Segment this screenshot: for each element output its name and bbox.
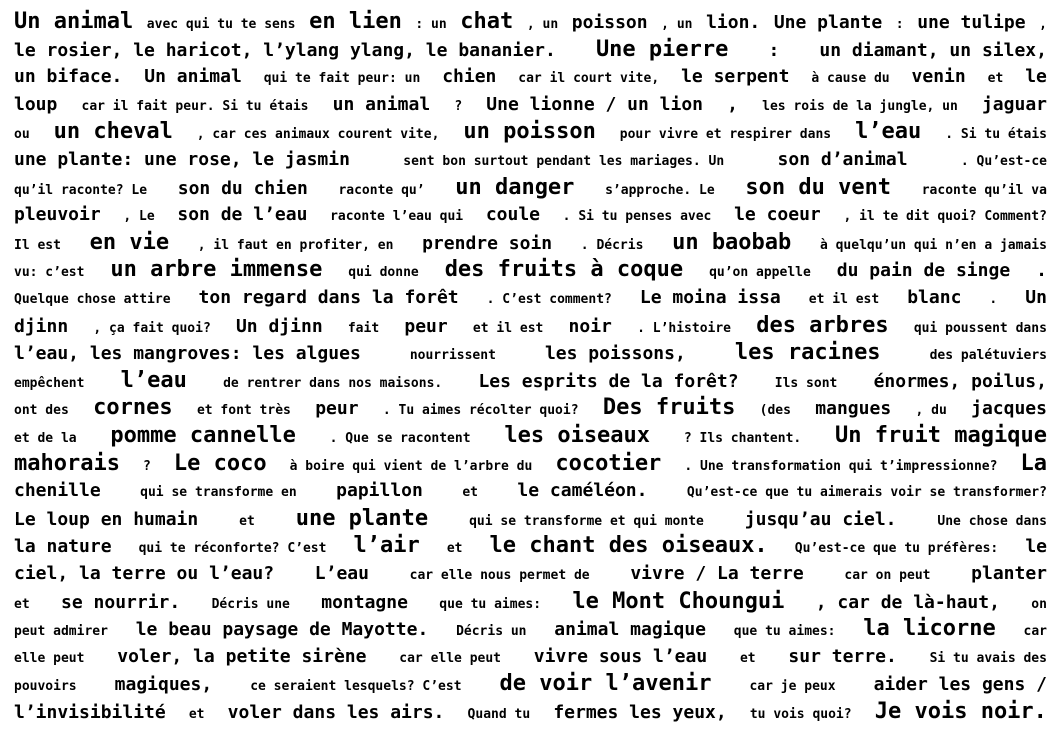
text-segment: , un [526,17,559,32]
text-line [14,532,1047,560]
text-line [14,256,1047,284]
text-segment: avec qui tu te sens [146,17,296,32]
text-segment: (des [759,403,791,419]
text-line [14,146,1047,174]
text-segment: : un [415,17,447,32]
text-segment: chat [460,9,514,34]
text-segment: un animal [332,93,431,115]
text-segment: ciel, la terre ou l’eau? [14,563,275,584]
text-segment: un baobab [672,229,792,255]
text-line [14,505,1047,533]
text-segment: elle peut [14,650,85,666]
text-segment: le chant des oiseaux. [489,533,768,559]
text-segment: . Tu aimes récolter quoi? [382,403,579,419]
text-segment: un arbre immense [110,257,323,283]
text-segment: et [987,71,1004,87]
text-segment: car elle nous permet de [409,568,590,583]
text-segment: du pain de singe [836,260,1011,282]
text-segment: poisson [571,12,648,33]
text-segment: , [1039,17,1047,32]
text-segment: chien [442,66,497,88]
text-segment: venin [911,66,966,88]
text-segment: Le moina issa [639,287,781,308]
text-segment: la licorne [863,616,996,642]
text-segment: peur [404,315,448,337]
text-segment: magiques, [114,674,213,696]
text-segment: pomme cannelle [110,423,296,448]
text-segment: Les esprits de la forêt? [478,370,739,392]
text-segment: Décris un [456,624,527,640]
text-segment: . Décris [580,237,644,253]
text-line [14,643,1047,671]
text-segment: , du [915,403,947,419]
text-segment: peur [315,398,359,420]
text-segment: de voir l’avenir [499,671,712,697]
text-segment: l’eau [855,119,922,145]
text-segment: car il fait peur. Si tu étais [81,98,309,114]
text-segment: ? [454,98,463,114]
text-segment: car je peux [749,679,836,695]
text-segment: ou [14,127,30,143]
text-segment: ? Ils chantent. [683,431,802,446]
text-segment: que tu aimes: [733,624,836,640]
text-line [14,174,1047,202]
text-segment: et [446,541,463,557]
text-segment: . C’est comment? [486,292,612,307]
text-segment: djinn [14,315,69,337]
text-segment: le caméléon. [517,480,648,502]
text-segment: voler dans les airs. [227,702,445,723]
text-line [14,201,1047,229]
text-segment: lion. [706,12,761,33]
text-segment: car elle peut [399,650,502,666]
text-segment: pouvoirs [14,679,77,695]
text-segment: chenille [14,480,101,502]
text-segment: un biface. [14,66,123,88]
text-segment: vivre / La terre [630,563,804,584]
text-line [14,339,1047,367]
text-segment: blanc [907,287,962,308]
text-segment: Un animal [14,9,134,34]
text-segment: L’eau [314,563,369,584]
text-segment: qui te réconforte? C’est [138,541,327,557]
text-segment: le [1025,536,1047,558]
text-segment: cocotier [555,450,662,476]
text-segment: à quelqu’un qui n’en a jamais [819,237,1047,253]
text-segment: Quelque chose attire [14,292,171,307]
text-segment: car on peut [844,568,931,583]
text-segment: Le coco [173,450,267,476]
text-segment: . L’histoire [637,320,732,336]
text-segment: jaguar [981,93,1047,115]
text-segment: la nature [14,536,112,558]
text-segment: un poisson [463,119,596,145]
text-line [14,560,1047,588]
text-segment: qui te fait peur: un [263,71,421,87]
text-segment: et [239,513,255,529]
text-segment: et il est [472,320,544,336]
text-segment: les rois de la jungle, un [762,98,958,114]
text-segment: raconte qu’il va [921,182,1047,198]
text-segment: animal magique [554,619,706,641]
text-line [14,229,1047,257]
text-segment: Une pierre [595,36,729,62]
text-line [14,477,1047,505]
text-segment: montagne [321,591,408,613]
text-segment: on [1031,596,1047,612]
text-segment: raconte qu’ [338,182,425,198]
text-segment: . Une transformation qui t’impressionne? [684,458,998,474]
text-segment: ce seraient lesquels? C’est [250,679,462,695]
text-segment: Le loup en humain [14,508,199,530]
text-line [14,91,1047,119]
text-line [14,670,1047,698]
text-segment: ton regard dans la forêt [198,287,459,308]
text-segment: le beau paysage de Mayotte. [135,619,429,641]
text-segment: son de l’eau [177,204,308,226]
text-segment: et [462,485,478,501]
text-segment: , [727,93,739,115]
text-line [14,312,1047,340]
text-segment: , il te dit quoi? Comment? [843,209,1047,225]
text-segment: fermes les yeux, [553,702,727,723]
text-segment: une plante: une rose, le jasmin [14,149,350,170]
text-segment: l’eau [120,367,187,393]
text-segment: qui se transforme en [140,485,297,501]
text-segment: des palétuviers [929,348,1047,364]
text-segment: en lien [309,9,402,34]
text-segment: Ils sont [774,375,838,391]
text-segment: et [14,596,30,612]
text-segment: un diamant, un silex, [819,39,1047,61]
text-segment: une tulipe [917,12,1026,33]
text-segment: noir [568,315,612,337]
text-segment: empêchent [14,375,85,391]
text-segment: vu: c’est [14,265,85,281]
text-segment: car il court vite, [518,71,660,87]
text-segment: que tu aimes: [439,596,542,612]
text-segment: l’invisibilité [14,702,166,723]
text-segment: des fruits à coque [444,257,684,283]
text-segment: . [1036,260,1047,282]
text-segment: La [1020,450,1047,476]
text-segment: Qu’est-ce que tu préfères: [794,541,999,557]
text-segment: coule [485,204,540,226]
text-segment: raconte l’eau qui [330,209,464,225]
text-segment: pleuvoir [14,204,101,226]
text-segment: et font très [196,403,291,419]
text-segment: , car de là-haut, [815,591,1000,613]
text-segment: Un [1025,287,1047,308]
text-segment: s’approche. Le [605,182,715,198]
text-segment: Un fruit magique [835,423,1047,448]
text-line [14,8,1047,36]
text-segment: Des fruits [602,395,736,421]
text-segment: prendre soin [422,232,553,254]
text-segment: papillon [336,480,423,502]
text-segment: et il est [808,292,880,307]
text-segment: jacques [971,398,1047,420]
text-segment: Je vois noir. [874,699,1047,724]
text-line [14,284,1047,312]
text-segment: son du chien [177,177,308,199]
text-segment: Un animal [144,66,242,88]
text-segment: nourrissent [409,348,496,364]
text-segment: et [188,707,205,722]
text-segment: ont des [14,403,69,419]
text-segment: une plante [295,505,429,531]
text-segment: : [768,39,780,61]
text-line [14,367,1047,395]
text-segment: le rosier, le haricot, l’ylang ylang, le bananier. [14,39,556,61]
text-segment: qu’il raconte? Le [14,182,148,198]
text-segment: tu vois quoi? [749,707,852,722]
text-segment: le [1025,66,1047,88]
text-line [14,36,1047,64]
text-segment: le Mont Choungui [572,588,785,614]
text-segment: son d’animal [777,149,908,170]
text-segment: , ça fait quoi? [93,320,211,336]
text-segment: jusqu’au ciel. [744,508,897,530]
text-segment: . Que se racontent [329,431,471,446]
text-segment: mangues [815,398,892,420]
text-line [14,394,1047,422]
text-segment: aider les gens / [873,674,1047,696]
text-segment: et [739,650,756,666]
text-segment: car [1023,624,1047,640]
text-segment: peut admirer [14,624,108,640]
text-line [14,450,1047,478]
text-segment: à cause du [811,71,890,87]
text-segment: Une plante [773,12,883,33]
text-segment: . Qu’est-ce [960,154,1047,169]
text-segment: des arbres [756,312,889,338]
text-segment: Une chose dans [937,513,1047,529]
text-segment: , car ces animaux courent vite, [196,127,440,143]
text-segment: Décris une [211,596,290,612]
text-segment: Une lionne / un lion [486,93,704,115]
text-segment: l’eau, les mangroves: les algues [14,343,361,365]
text-segment: qu’on appelle [709,265,811,281]
text-segment: planter [971,563,1047,584]
text-segment: l’air [353,533,420,559]
text-segment: mahorais [14,450,120,476]
text-line [14,118,1047,146]
text-segment: énormes, poilus, [873,370,1047,392]
text-line [14,698,1047,726]
text-segment: voler, la petite sirène [117,645,367,667]
text-line [14,63,1047,91]
text-segment: et de la [14,431,77,446]
text-segment: Un djinn [235,315,323,337]
text-segment: un danger [455,174,575,200]
text-segment: les racines [734,340,881,366]
text-segment: les poissons, [544,343,686,365]
text-segment: le coeur [734,204,821,226]
text-segment: fait [347,320,380,336]
text-segment: de rentrer dans nos maisons. [223,375,443,391]
text-segment: cornes [93,395,173,421]
text-segment: qui donne [348,265,419,281]
text-segment: son du vent [745,174,892,200]
text-segment: Il est [14,237,61,253]
text-segment: . [989,292,998,307]
text-segment: , un [661,17,693,32]
text-segment: qui poussent dans [913,320,1047,336]
text-segment: , Le [123,209,155,225]
text-segment: Quand tu [467,707,531,722]
text-segment: pour vivre et respirer dans [619,127,832,143]
text-segment: Si tu avais des [929,650,1047,666]
text-segment: loup [14,93,58,115]
text-segment: les oiseaux [504,423,651,448]
text-segment: un cheval [53,119,173,145]
text-segment: se nourrir. [61,591,181,613]
text-line [14,588,1047,616]
text-segment: sent bon surtout pendant les mariages. Un [403,154,725,169]
text-segment: sur terre. [788,645,897,667]
text-segment: à boire qui vient de l’arbre du [289,458,533,474]
text-segment: vivre sous l’eau [533,645,708,667]
text-line [14,422,1047,450]
text-segment: Qu’est-ce que tu aimerais voir se transformer? [686,485,1047,501]
text-segment: ? [143,458,151,474]
text-segment: . Si tu étais [945,127,1047,143]
text-segment: qui se transforme et qui monte [469,513,704,529]
text-segment: en vie [89,229,170,255]
text-segment: : [895,17,904,32]
text-line [14,615,1047,643]
text-segment: . Si tu penses avec [562,209,712,225]
text-segment: le serpent [681,66,790,88]
text-segment: , il faut en profiter, en [197,237,394,253]
